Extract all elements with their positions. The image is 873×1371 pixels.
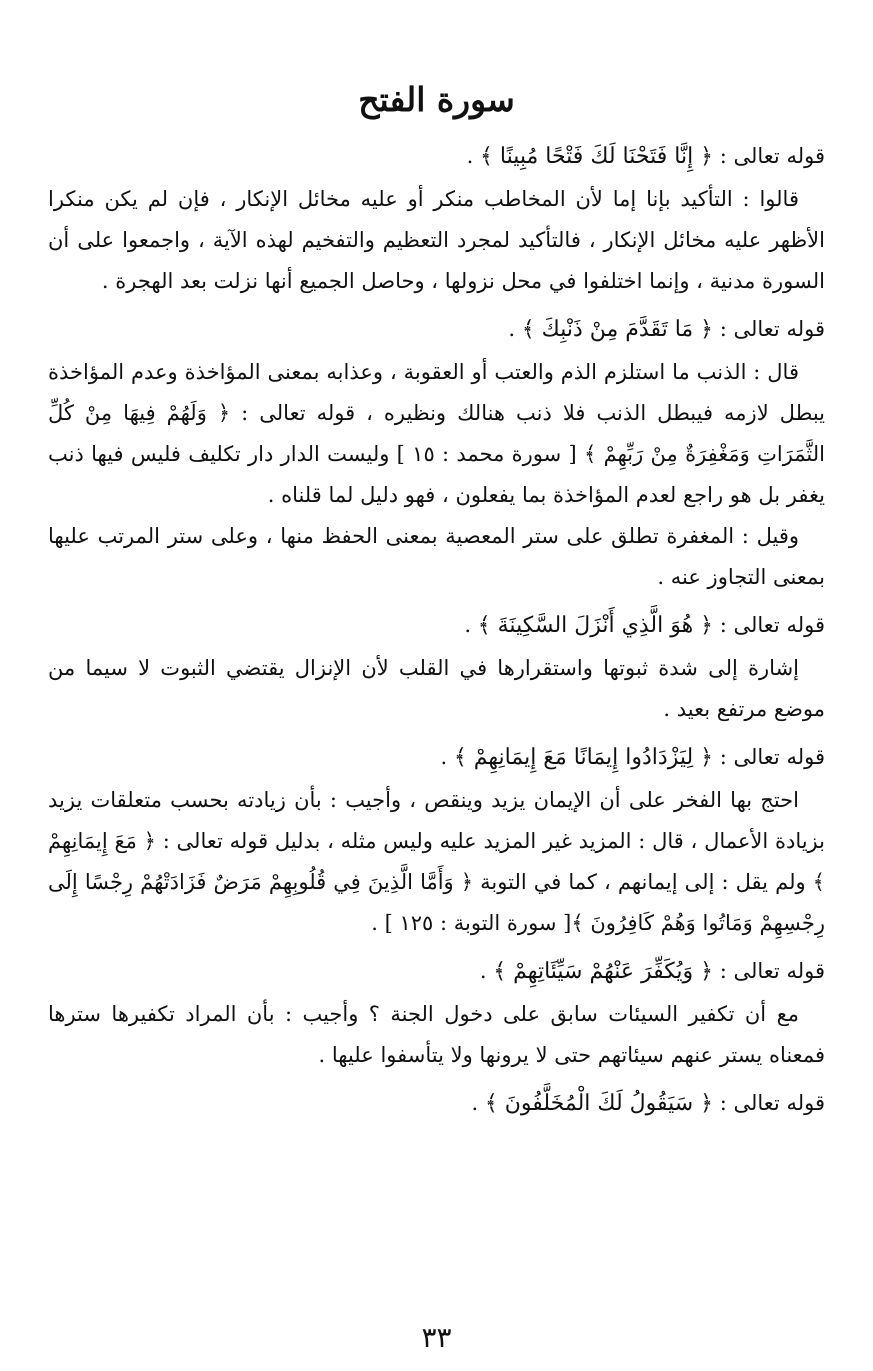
quran-verse: ﴿ إِنَّا فَتَحْنَا لَكَ فَتْحًا مُبِينًا ﴾ — [479, 144, 714, 169]
quran-verse: ﴿ لِيَزْدَادُوا إِيمَانًا مَعَ إِيمَانِهِمْ ﴾ — [453, 745, 714, 770]
verse-suffix: . — [466, 144, 480, 168]
verse-suffix: . — [508, 317, 522, 341]
page-content — [48, 72, 825, 1131]
verse-suffix: . — [479, 959, 494, 983]
commentary-text: قالوا : التأكيد بإنا إما لأن المخاطب منكر أو عليه مخائل الإنكار ، فإن لم يكن منكرا الأظهر عليه مخائل الإنكار ، فالتأكيد لمجرد التعظيم والتفخيم لهذه الآية ، واجمعوا على أن السورة مدنية ، وإنما اختلفوا في محل نزولها ، وحاصل الجميع أنها نزلت بعد الهجرة . — [48, 187, 825, 293]
section — [48, 603, 825, 730]
quran-verse: ﴿ هُوَ الَّذِي أَنْزَلَ السَّكِينَةَ ﴾ — [477, 613, 714, 638]
commentary-paragraph — [48, 994, 825, 1076]
section — [48, 949, 825, 1076]
section — [48, 307, 825, 598]
surah-title: سورة الفتح — [358, 80, 515, 119]
verse-prefix: قوله تعالى : — [713, 959, 825, 983]
commentary-text: مع أن تكفير السيئات سابق على دخول الجنة ؟ وأجيب : بأن المراد تكفيرها سترها فمعناه يستر عنهم سيئاتهم حتى لا يرونها ولا يتأسفوا عليها . — [48, 1002, 825, 1067]
verse-heading — [48, 949, 825, 994]
verse-prefix: قوله تعالى : — [713, 317, 825, 341]
verse-prefix: قوله تعالى : — [713, 144, 825, 168]
verse-heading — [48, 1081, 825, 1126]
section — [48, 134, 825, 302]
commentary-text: وقيل : المغفرة تطلق على ستر المعصية بمعنى الحفظ منها ، وعلى ستر المرتب عليها بمعنى التجاوز عنه . — [48, 524, 825, 589]
commentary-paragraph — [48, 780, 825, 944]
verse-suffix: . — [471, 1091, 485, 1115]
commentary-text: احتج بها الفخر على أن الإيمان يزيد وينقص ، وأجيب : بأن زيادته بحسب متعلقات يزيد بزيادة الأعمال ، قال : المزيد غير المزيد عليه وليس مثله ، بدليل قوله تعالى : ﴿ مَعَ إِيمَانِهِمْ ﴾ ولم يقل : إلى إيمانهم ، كما في التوبة ﴿ وَأَمَّا الَّذِينَ فِي قُلُوبِهِمْ مَرَضٌ فَزَادَتْهُمْ رِجْسًا إِلَى رِجْسِهِمْ وَمَاتُوا وَهُمْ كَافِرُونَ ﴾[ سورة التوبة : ١٢٥ ] . — [48, 788, 825, 935]
commentary-paragraph — [48, 352, 825, 516]
commentary-paragraph — [48, 516, 825, 598]
commentary-paragraph — [48, 179, 825, 302]
quran-verse: ﴿ مَا تَقَدَّمَ مِنْ ذَنْبِكَ ﴾ — [521, 317, 714, 342]
commentary-text: إشارة إلى شدة ثبوتها واستقرارها في القلب لأن الإنزال يقتضي الثبوت لا سيما من موضع مرتفع بعيد . — [48, 656, 825, 721]
verse-heading — [48, 134, 825, 179]
section — [48, 1081, 825, 1126]
verse-prefix: قوله تعالى : — [713, 1091, 825, 1115]
verse-suffix: . — [464, 613, 478, 637]
verse-prefix: قوله تعالى : — [713, 613, 825, 637]
verse-prefix: قوله تعالى : — [713, 745, 825, 769]
verse-heading — [48, 307, 825, 352]
quran-verse: ﴿ وَيُكَفِّرَ عَنْهُمْ سَيِّئَاتِهِمْ ﴾ — [493, 959, 714, 984]
verse-suffix: . — [440, 745, 454, 769]
quran-verse: ﴿ سَيَقُولُ لَكَ الْمُخَلَّفُونَ ﴾ — [484, 1091, 714, 1116]
commentary-text: قال : الذنب ما استلزم الذم والعتب أو العقوبة ، وعذابه بمعنى المؤاخذة وعدم المؤاخذة يبطل لازمه فيبطل الذنب فلا ذنب هنالك ونظيره ، قوله تعالى : ﴿ وَلَهُمْ فِيهَا مِنْ كُلِّ الثَّمَرَاتِ وَمَغْفِرَةٌ مِنْ رَبِّهِمْ ﴾ [ سورة محمد : ١٥ ] وليست الدار دار تكليف فليس فيها ذنب يغفر بل هو راجع لعدم المؤاخذة بما يفعلون ، فهو دليل لما قلناه . — [48, 360, 826, 507]
verse-heading — [48, 735, 825, 780]
page-number: ٣٣ — [421, 1321, 452, 1354]
section — [48, 735, 825, 944]
commentary-paragraph — [48, 648, 825, 730]
verse-heading — [48, 603, 825, 648]
